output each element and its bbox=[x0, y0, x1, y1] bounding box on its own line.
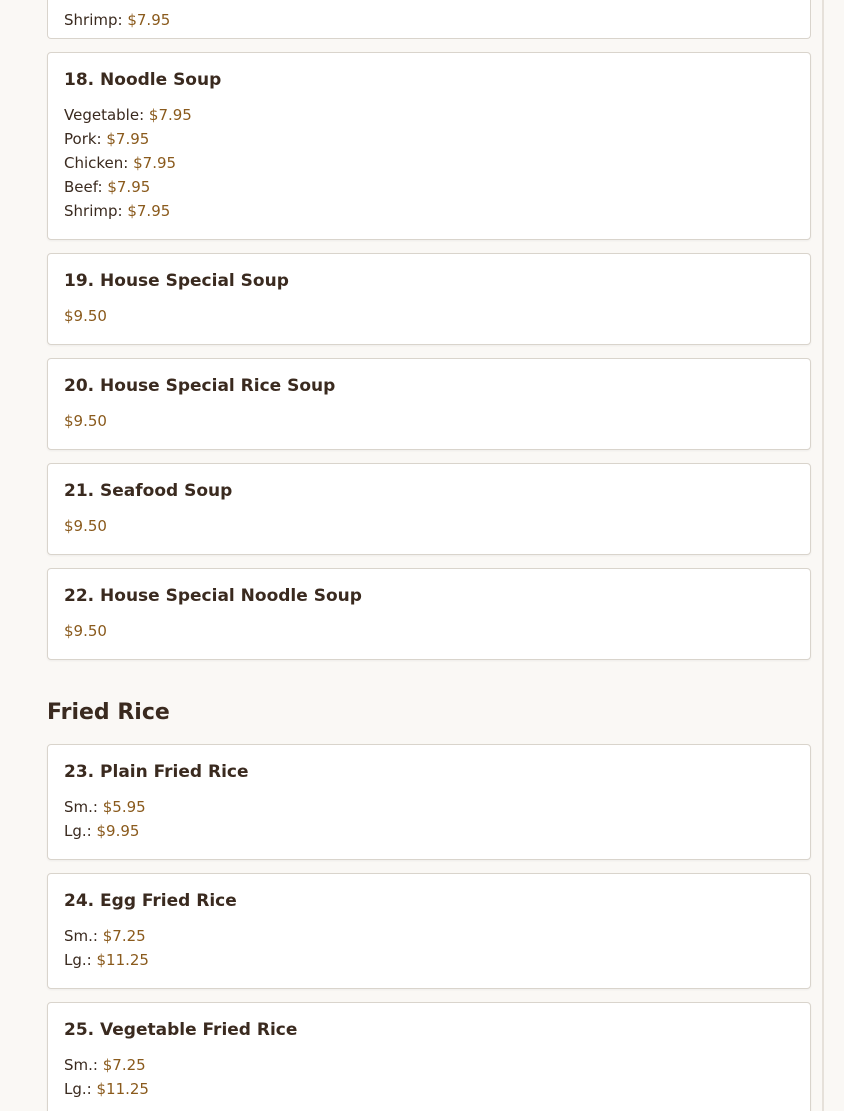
menu-item-title: 21. Seafood Soup bbox=[64, 481, 233, 501]
menu-item-title: 18. Noodle Soup bbox=[64, 70, 222, 90]
price-label: Sm.: bbox=[64, 1056, 98, 1074]
price-value: $7.25 bbox=[102, 927, 146, 945]
price-value: $11.25 bbox=[96, 1080, 149, 1098]
price-value: $9.50 bbox=[64, 517, 107, 535]
section-title-fried-rice: Fried Rice bbox=[47, 700, 170, 725]
price-label: Pork: bbox=[64, 130, 102, 148]
price-value: $9.50 bbox=[64, 622, 107, 640]
price-line bbox=[64, 199, 794, 223]
price-line bbox=[64, 1053, 794, 1077]
price-label: Lg.: bbox=[64, 1080, 92, 1098]
price-line bbox=[64, 948, 794, 972]
menu-item-title: 23. Plain Fried Rice bbox=[64, 762, 249, 782]
price-label: Shrimp: bbox=[64, 202, 123, 220]
menu-item-card[interactable] bbox=[47, 568, 811, 660]
price-line bbox=[64, 924, 794, 948]
menu-content bbox=[47, 0, 811, 1111]
price-line bbox=[64, 304, 794, 328]
menu-item-card[interactable] bbox=[47, 873, 811, 989]
price-line bbox=[64, 103, 794, 127]
menu-item-card[interactable] bbox=[47, 463, 811, 555]
price-label: Sm.: bbox=[64, 927, 98, 945]
price-line bbox=[64, 795, 794, 819]
price-line bbox=[64, 619, 794, 643]
price-value: $7.95 bbox=[133, 154, 177, 172]
price-label: Sm.: bbox=[64, 798, 98, 816]
price-line bbox=[64, 175, 794, 199]
price-label: Vegetable: bbox=[64, 106, 145, 124]
menu-item-card[interactable] bbox=[47, 744, 811, 860]
price-label: Chicken: bbox=[64, 154, 129, 172]
menu-item-title: 25. Vegetable Fried Rice bbox=[64, 1020, 298, 1040]
price-line bbox=[64, 8, 794, 32]
price-value: $7.95 bbox=[148, 106, 192, 124]
menu-item-card[interactable] bbox=[47, 358, 811, 450]
price-line bbox=[64, 127, 794, 151]
price-label: Shrimp: bbox=[64, 11, 123, 29]
price-label: Lg.: bbox=[64, 822, 92, 840]
menu-item-card[interactable] bbox=[47, 253, 811, 345]
price-value: $5.95 bbox=[102, 798, 146, 816]
price-line bbox=[64, 409, 794, 433]
price-value: $9.50 bbox=[64, 307, 107, 325]
page-edge-divider bbox=[822, 0, 824, 1111]
menu-item-title: 24. Egg Fried Rice bbox=[64, 891, 237, 911]
menu-item-title: 22. House Special Noodle Soup bbox=[64, 586, 362, 606]
menu-item-title: 20. House Special Rice Soup bbox=[64, 376, 336, 396]
menu-item-card[interactable] bbox=[47, 52, 811, 240]
menu-item-title: 19. House Special Soup bbox=[64, 271, 289, 291]
price-label: Beef: bbox=[64, 178, 103, 196]
price-line bbox=[64, 1077, 794, 1101]
price-label: Lg.: bbox=[64, 951, 92, 969]
price-value: $7.95 bbox=[127, 11, 171, 29]
price-value: $9.50 bbox=[64, 412, 107, 430]
price-value: $7.95 bbox=[127, 202, 171, 220]
menu-item-card[interactable] bbox=[47, 1002, 811, 1111]
price-line bbox=[64, 819, 794, 843]
price-value: $11.25 bbox=[96, 951, 149, 969]
price-line bbox=[64, 514, 794, 538]
price-value: $7.95 bbox=[106, 130, 150, 148]
price-value: $7.95 bbox=[107, 178, 151, 196]
menu-item-card-partial bbox=[47, 0, 811, 39]
price-line bbox=[64, 151, 794, 175]
price-value: $9.95 bbox=[96, 822, 140, 840]
price-value: $7.25 bbox=[102, 1056, 146, 1074]
